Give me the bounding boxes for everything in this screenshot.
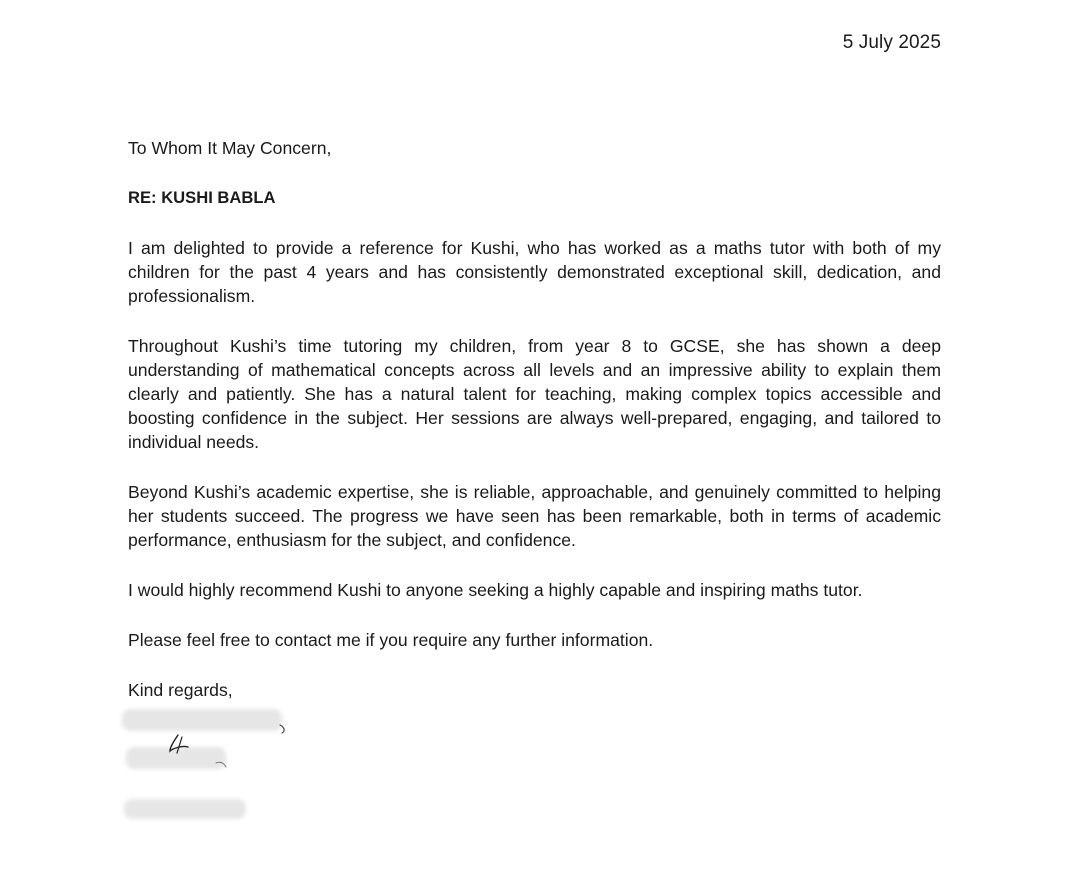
salutation: To Whom It May Concern, — [128, 138, 332, 158]
paragraph-2: Throughout Kushi’s time tutoring my children, from year 8 to GCSE, she has shown a deep understanding of mathematical concepts across all levels and an impressive ability to explain them clearly and patiently. She has a natural talent for teaching, making complex topics accessible and boosting confidence in the subject. Her sessions are always well-prepared, engaging, and tailored to individual needs. — [128, 336, 941, 452]
paragraph-4: I would highly recommend Kushi to anyone seeking a highly capable and inspiring maths tutor. — [128, 580, 863, 600]
paragraph-1: I am delighted to provide a reference for Kushi, who has worked as a maths tutor with both of my children for the past 4 years and has consistently demonstrated exceptional skill, dedication, and professionalism. — [128, 238, 941, 306]
signature-block — [120, 705, 320, 825]
closing: Kind regards, — [128, 680, 233, 700]
letter-body — [128, 136, 941, 702]
paragraph-3: Beyond Kushi’s academic expertise, she is reliable, approachable, and genuinely committed to helping her students succeed. The progress we have seen has been remarkable, both in terms of academic performance, enthusiasm for the subject, and confidence. — [128, 482, 941, 550]
paragraph-5: Please feel free to contact me if you require any further information. — [128, 630, 654, 650]
signature-scribble-icon — [120, 705, 320, 825]
subject-line: RE: KUSHI BABLA — [128, 188, 276, 207]
letter-date: 5 July 2025 — [842, 32, 941, 53]
